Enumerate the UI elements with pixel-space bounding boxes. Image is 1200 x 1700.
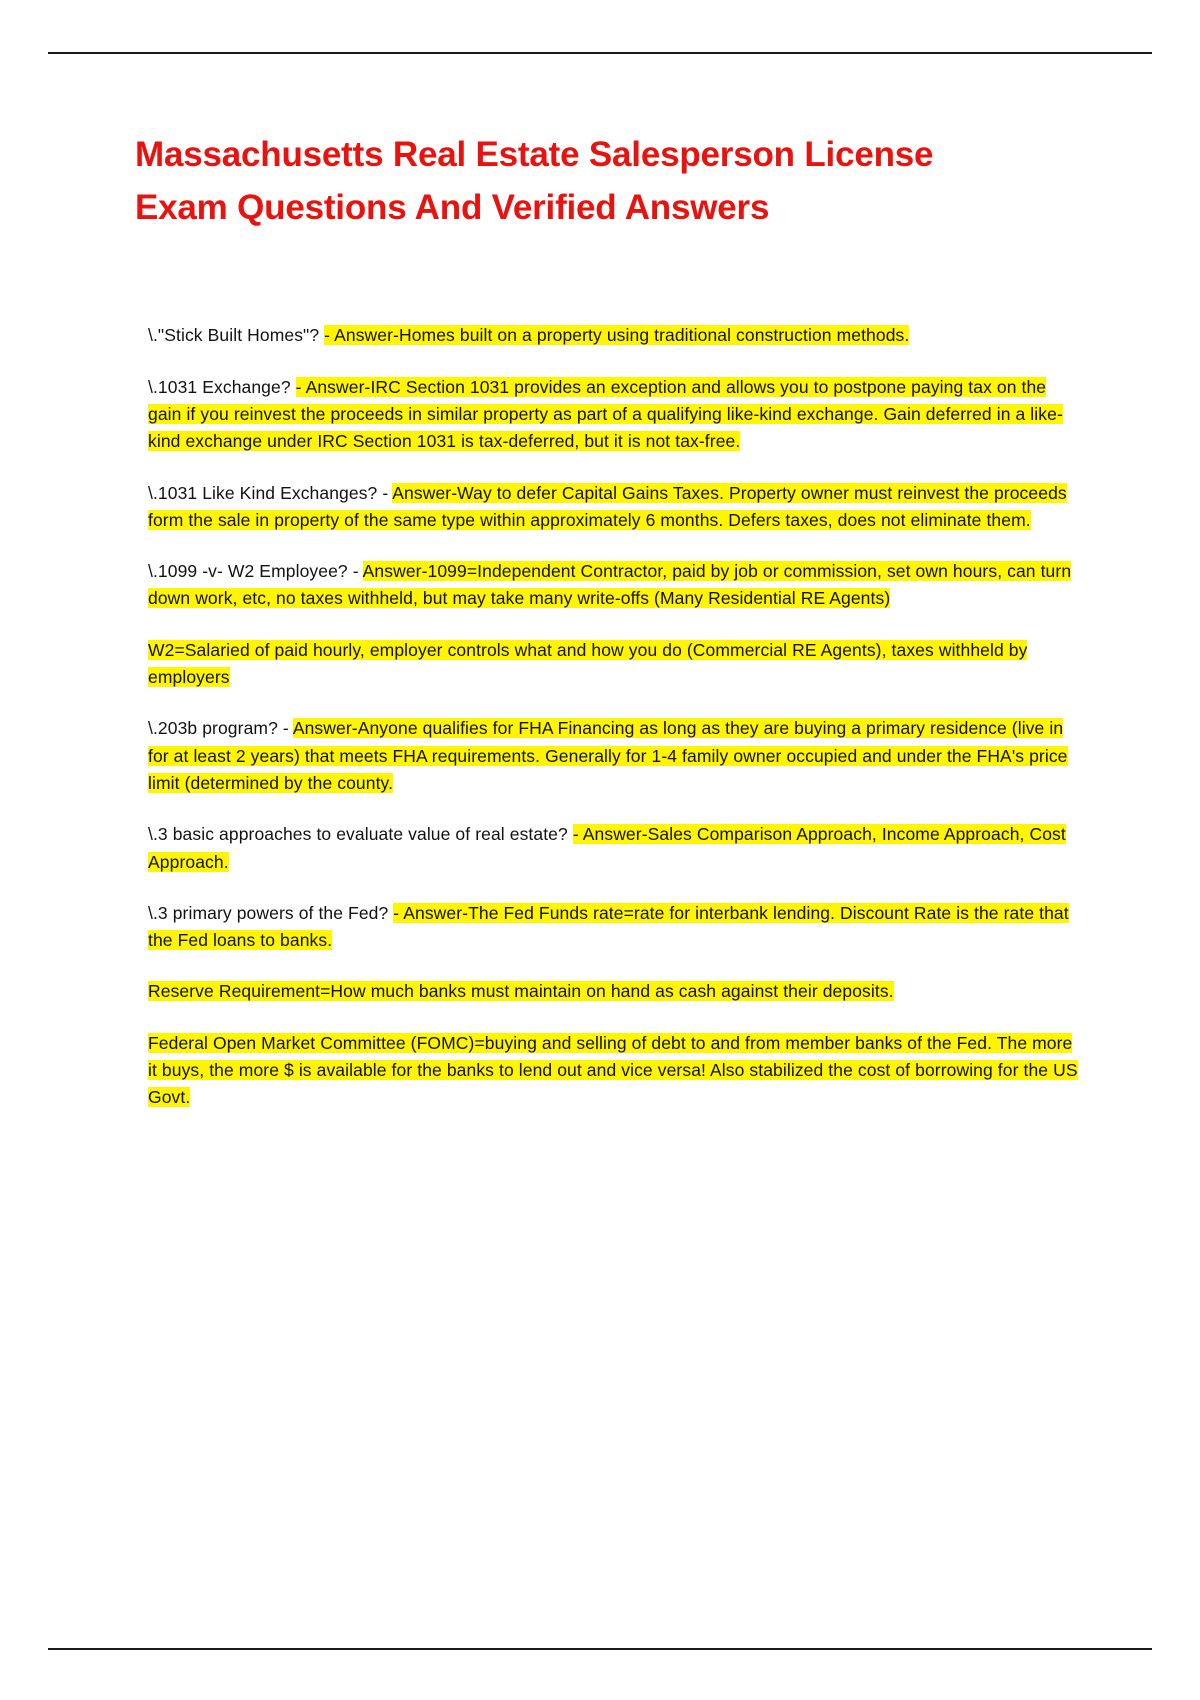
answer-text: - Answer-Homes built on a property using traditional construction methods. <box>324 325 910 346</box>
answer-text: - Answer-The Fed Funds rate=rate for interbank lending. Discount Rate is the rate that the Fed loans to banks. <box>148 902 1069 951</box>
qa-item-reserve-requirement <box>148 978 1078 1005</box>
qa-item-stick-built-homes <box>148 322 1078 349</box>
answer-text: Answer-Anyone qualifies for FHA Financing as long as they are buying a primary residence (live in for at least 2 years) that meets FHA requirements. Generally for 1-4 family owner occupied and under the FHA's price limit (determined by the county. <box>148 718 1068 793</box>
question-text: \.1031 Like Kind Exchanges? - <box>148 482 393 503</box>
document-content <box>135 128 1078 1112</box>
answer-text: - Answer-Sales Comparison Approach, Income Approach, Cost Approach. <box>148 824 1066 872</box>
qa-item-1099-vs-w2 <box>148 558 1078 613</box>
qa-item-203b-program <box>148 715 1078 797</box>
answer-text: Answer-1099=Independent Contractor, paid by job or commission, set own hours, can turn down work, etc, no taxes withheld, but may take many write-offs (Many Residential RE Agents) <box>148 561 1072 609</box>
question-text: \.203b program? - <box>148 718 293 739</box>
qa-item-3-primary-powers-fed <box>148 900 1078 955</box>
question-text: \.3 primary powers of the Fed? <box>148 902 394 923</box>
header-divider <box>48 52 1152 54</box>
answer-text: Answer-Way to defer Capital Gains Taxes. Property owner must reinvest the proceeds form the sale in property of the same type within approximately 6 months. Defers taxes, does not eliminate them. <box>148 482 1067 530</box>
answer-text: Reserve Requirement=How much banks must maintain on hand as cash against their deposits. <box>148 981 894 1002</box>
answer-text: W2=Salaried of paid hourly, employer controls what and how you do (Commercial RE Agents), taxes withheld by employers <box>148 639 1028 688</box>
qa-item-fomc <box>148 1030 1078 1112</box>
qa-item-w2-definition <box>148 637 1078 692</box>
qa-item-1031-exchange <box>148 374 1078 456</box>
question-text: \.3 basic approaches to evaluate value of real estate? <box>148 824 573 845</box>
question-text: \."Stick Built Homes"? <box>148 325 325 346</box>
qa-item-3-basic-approaches-value <box>148 821 1078 876</box>
answer-text: - Answer-IRC Section 1031 provides an exception and allows you to postpone paying tax on the gain if you reinvest the proceeds in similar property as part of a qualifying like-kind exchange. Gain deferred in a like-kind exchange under IRC Section 1031 is tax-deferred, but it is not tax-free. <box>148 376 1063 452</box>
question-text: \.1099 -v- W2 Employee? - <box>148 561 363 582</box>
qa-item-1031-like-kind-exchanges <box>148 480 1078 535</box>
page-title: Massachusetts Real Estate Salesperson License Exam Questions And Verified Answers <box>135 135 934 228</box>
question-text: \.1031 Exchange? <box>148 376 296 397</box>
footer-divider <box>48 1648 1152 1650</box>
qa-list <box>148 322 1078 1111</box>
answer-text: Federal Open Market Committee (FOMC)=buying and selling of debt to and from member banks of the Fed. The more it buys, the more $ is available for the banks to lend out and vice versa! Also stabilized the cost of borrowing for the US Govt. <box>148 1032 1078 1108</box>
